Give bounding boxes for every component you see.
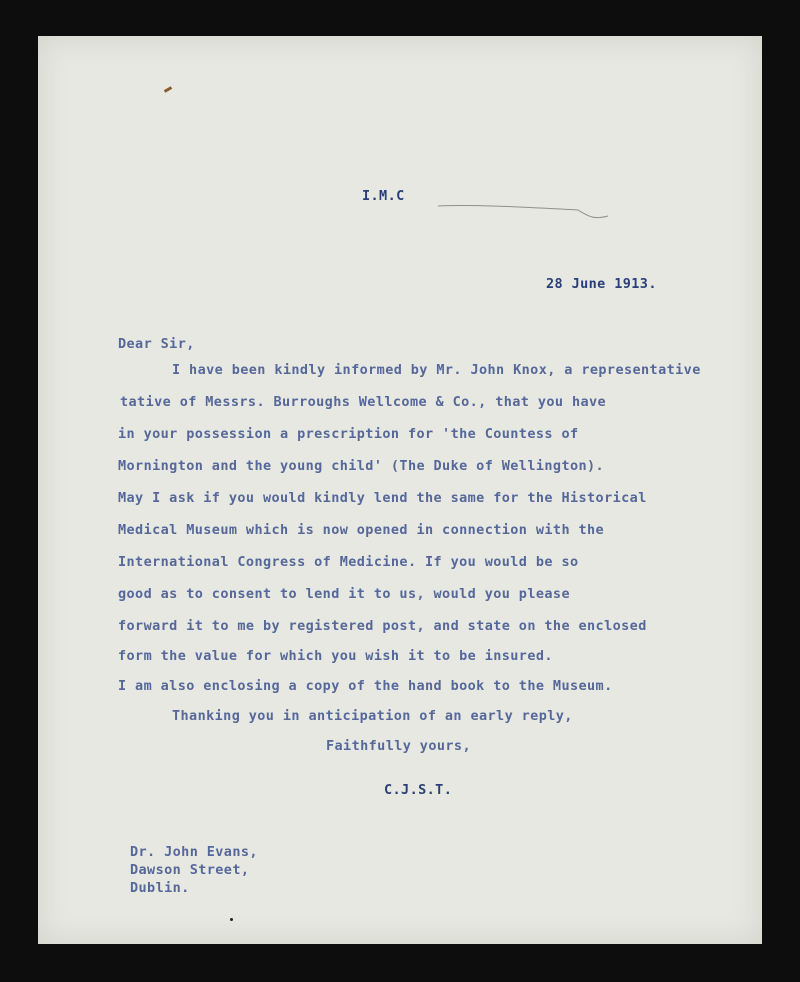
body-line: Medical Museum which is now opened in connection with the — [118, 522, 605, 538]
body-line: tative of Messrs. Burroughs Wellcome & Co., that you have — [120, 394, 607, 410]
body-line: I am also enclosing a copy of the hand book to the Museum. — [118, 678, 613, 694]
ink-mark — [164, 86, 172, 93]
body-line: forward it to me by registered post, and state on the enclosed — [118, 618, 647, 634]
body-line: May I ask if you would kindly lend the same for the Historical — [118, 490, 647, 506]
body-line: Thanking you in anticipation of an early reply, — [172, 708, 573, 724]
letter-reference: I.M.C — [362, 188, 405, 204]
address-line: Dublin. — [130, 880, 190, 896]
body-line: in your possession a prescription for 'the Countess of — [118, 426, 579, 442]
address-line: Dawson Street, — [130, 862, 250, 878]
letter-date: 28 June 1913. — [546, 276, 657, 292]
body-line: I have been kindly informed by Mr. John Knox, a representative — [172, 362, 701, 378]
closing: Faithfully yours, — [326, 738, 471, 754]
salutation: Dear Sir, — [118, 336, 195, 352]
body-line: Mornington and the young child' (The Duke of Wellington). — [118, 458, 605, 474]
body-line: good as to consent to lend it to us, would you please — [118, 586, 570, 602]
pencil-stroke — [418, 186, 618, 226]
letter-page — [38, 36, 762, 944]
body-line: International Congress of Medicine. If you would be so — [118, 554, 579, 570]
body-line: form the value for which you wish it to be insured. — [118, 648, 553, 664]
signature-initials: C.J.S.T. — [384, 782, 453, 798]
ink-dot — [230, 918, 233, 921]
address-line: Dr. John Evans, — [130, 844, 258, 860]
